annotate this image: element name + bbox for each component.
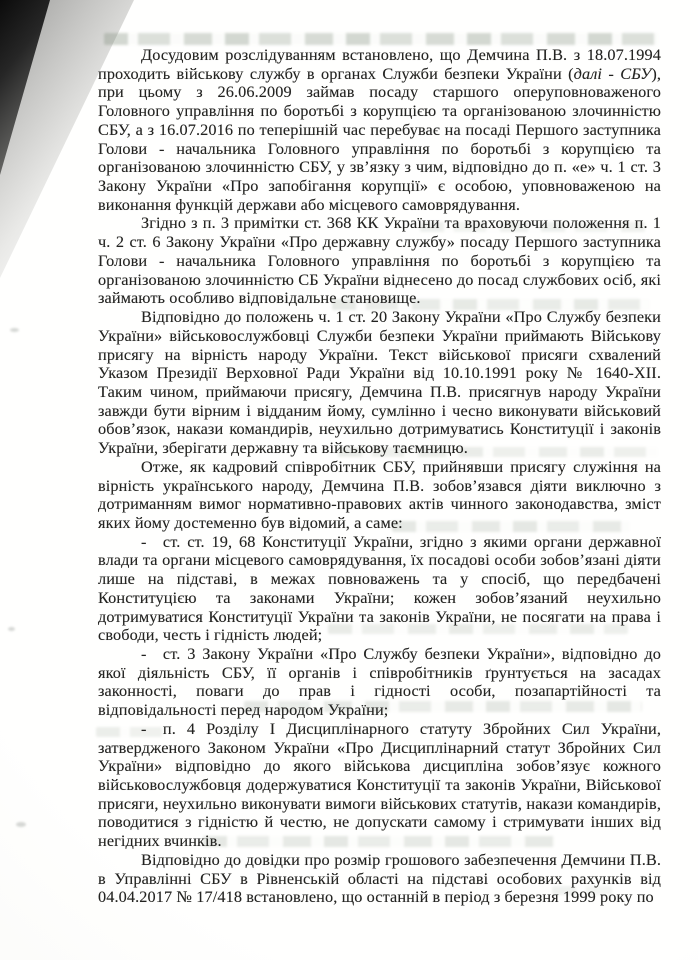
bullet-disciplinary-statute: - п. 4 Розділу I Дисциплінарного статуту Збройних Сил України, затвердженого Законом України «Про Дисциплінарний статут Збройних Сил України» відповідно до якого військова дисципліна зобов’язує кожного військовослужбовця додержуватися Конституції та законів України, Військової присяги, неухильно виконувати вимоги військових статутів, накази командирів, поводитися з гідністю й честю, не допускати самому і стримувати інших від негідних вчинків. <box>98 718 661 851</box>
paragraph-obligations-intro: Отже, як кадровий співробітник СБУ, прийнявши присягу служіння на вірність українського народу, Демчина П.В. зобов’язався діяти виключно з дотриманням вимог нормативно-правових актів чинного законодавства, зміст яких йому достеменно був відомий, а саме: <box>98 456 661 532</box>
scan-speck-artifact <box>8 627 15 631</box>
scan-speck-artifact <box>10 328 19 332</box>
document-body <box>98 46 661 907</box>
paragraph-position-status: Згідно з п. 3 примітки ст. 368 КК України та враховуючи положення п. 1 ч. 2 ст. 6 Закону України «Про державну службу» посаду Першого заступника Голови - начальника Головного управління по боротьбі з корупцією та організованою злочинністю СБ України віднесено до посад службових осіб, які займають особливо відповідальне становище. <box>98 213 661 308</box>
bullet-constitution-articles: - ст. ст. 19, 68 Конституції України, згідно з якими органи державної влади та органи місцевого самоврядування, їх посадові особи зобов’язані діяти лише на підставі, в межах повноважень та у спосіб, що передбачені Конституцією та законами України; кожен зобов’язаний неухильно дотримуватися Конституції України та законів України, не посягати на права і свободи, честь і гідність людей; <box>98 531 661 645</box>
paragraph-military-oath: Відповідно до положень ч. 1 ст. 20 Закону України «Про Службу безпеки України» військовослужбовці Служби безпеки України приймають Військову присягу на вірність народу України. Текст військової присяги схвалений Указом Президії Верховної Ради України від 10.10.1991 року № 1640-XII. Таким чином, приймаючи присягу, Демчина П.В. присягнув народу України завжди бути вірним і відданим йому, сумлінно і чесно виконувати військовий обов’язок, накази командирів, неухильно дотримуватись Конституції і законів України, зберігати державну та військову таємницю. <box>98 307 661 458</box>
bleed-through-artifact <box>104 33 658 45</box>
scan-speck-artifact <box>16 822 26 827</box>
paragraph-salary-certificate: Відповідно до довідки про розмір грошового забезпечення Демчини П.В. в Управлінні СБУ в Рівненській області на підставі особових рахунків від 04.04.2017 № 17/418 встановлено, що останній в період з березня 1999 року по <box>98 849 661 907</box>
bullet-sbu-law-article: - ст. 3 Закону України «Про Службу безпеки України», відповідно до якої діяльність СБУ, її органів і співробітників ґрунтується на засадах законності, поваги до прав і гідності особи, позапартійності та відповідальності перед народом України; <box>98 644 661 720</box>
paragraph-text: ), при цьому з 26.06.2009 займав посаду старшого оперуповноваженого Головного управління по боротьбі з корупцією та організованою злочинністю СБУ, а з 16.07.2016 по теперішній час перебуває на посаді Першого заступника Голови - начальника Головного управління по боротьбі з корупцією та організованою злочинністю СБУ, у зв’язку з чим, відповідно до п. «е» ч. 1 ст. 3 Закону України «Про запобігання корупції» є особою, уповноваженою на виконання функцій держави або місцевого самоврядування. <box>98 63 662 214</box>
paragraph-service-record <box>98 46 661 214</box>
paragraph-text: Досудовим розслідуванням встановлено, що Демчина П.В. з 18.07.1994 проходить військову службу в органах Служби безпеки України ( <box>98 45 661 83</box>
italic-abbreviation: далі - СБУ <box>573 63 652 83</box>
